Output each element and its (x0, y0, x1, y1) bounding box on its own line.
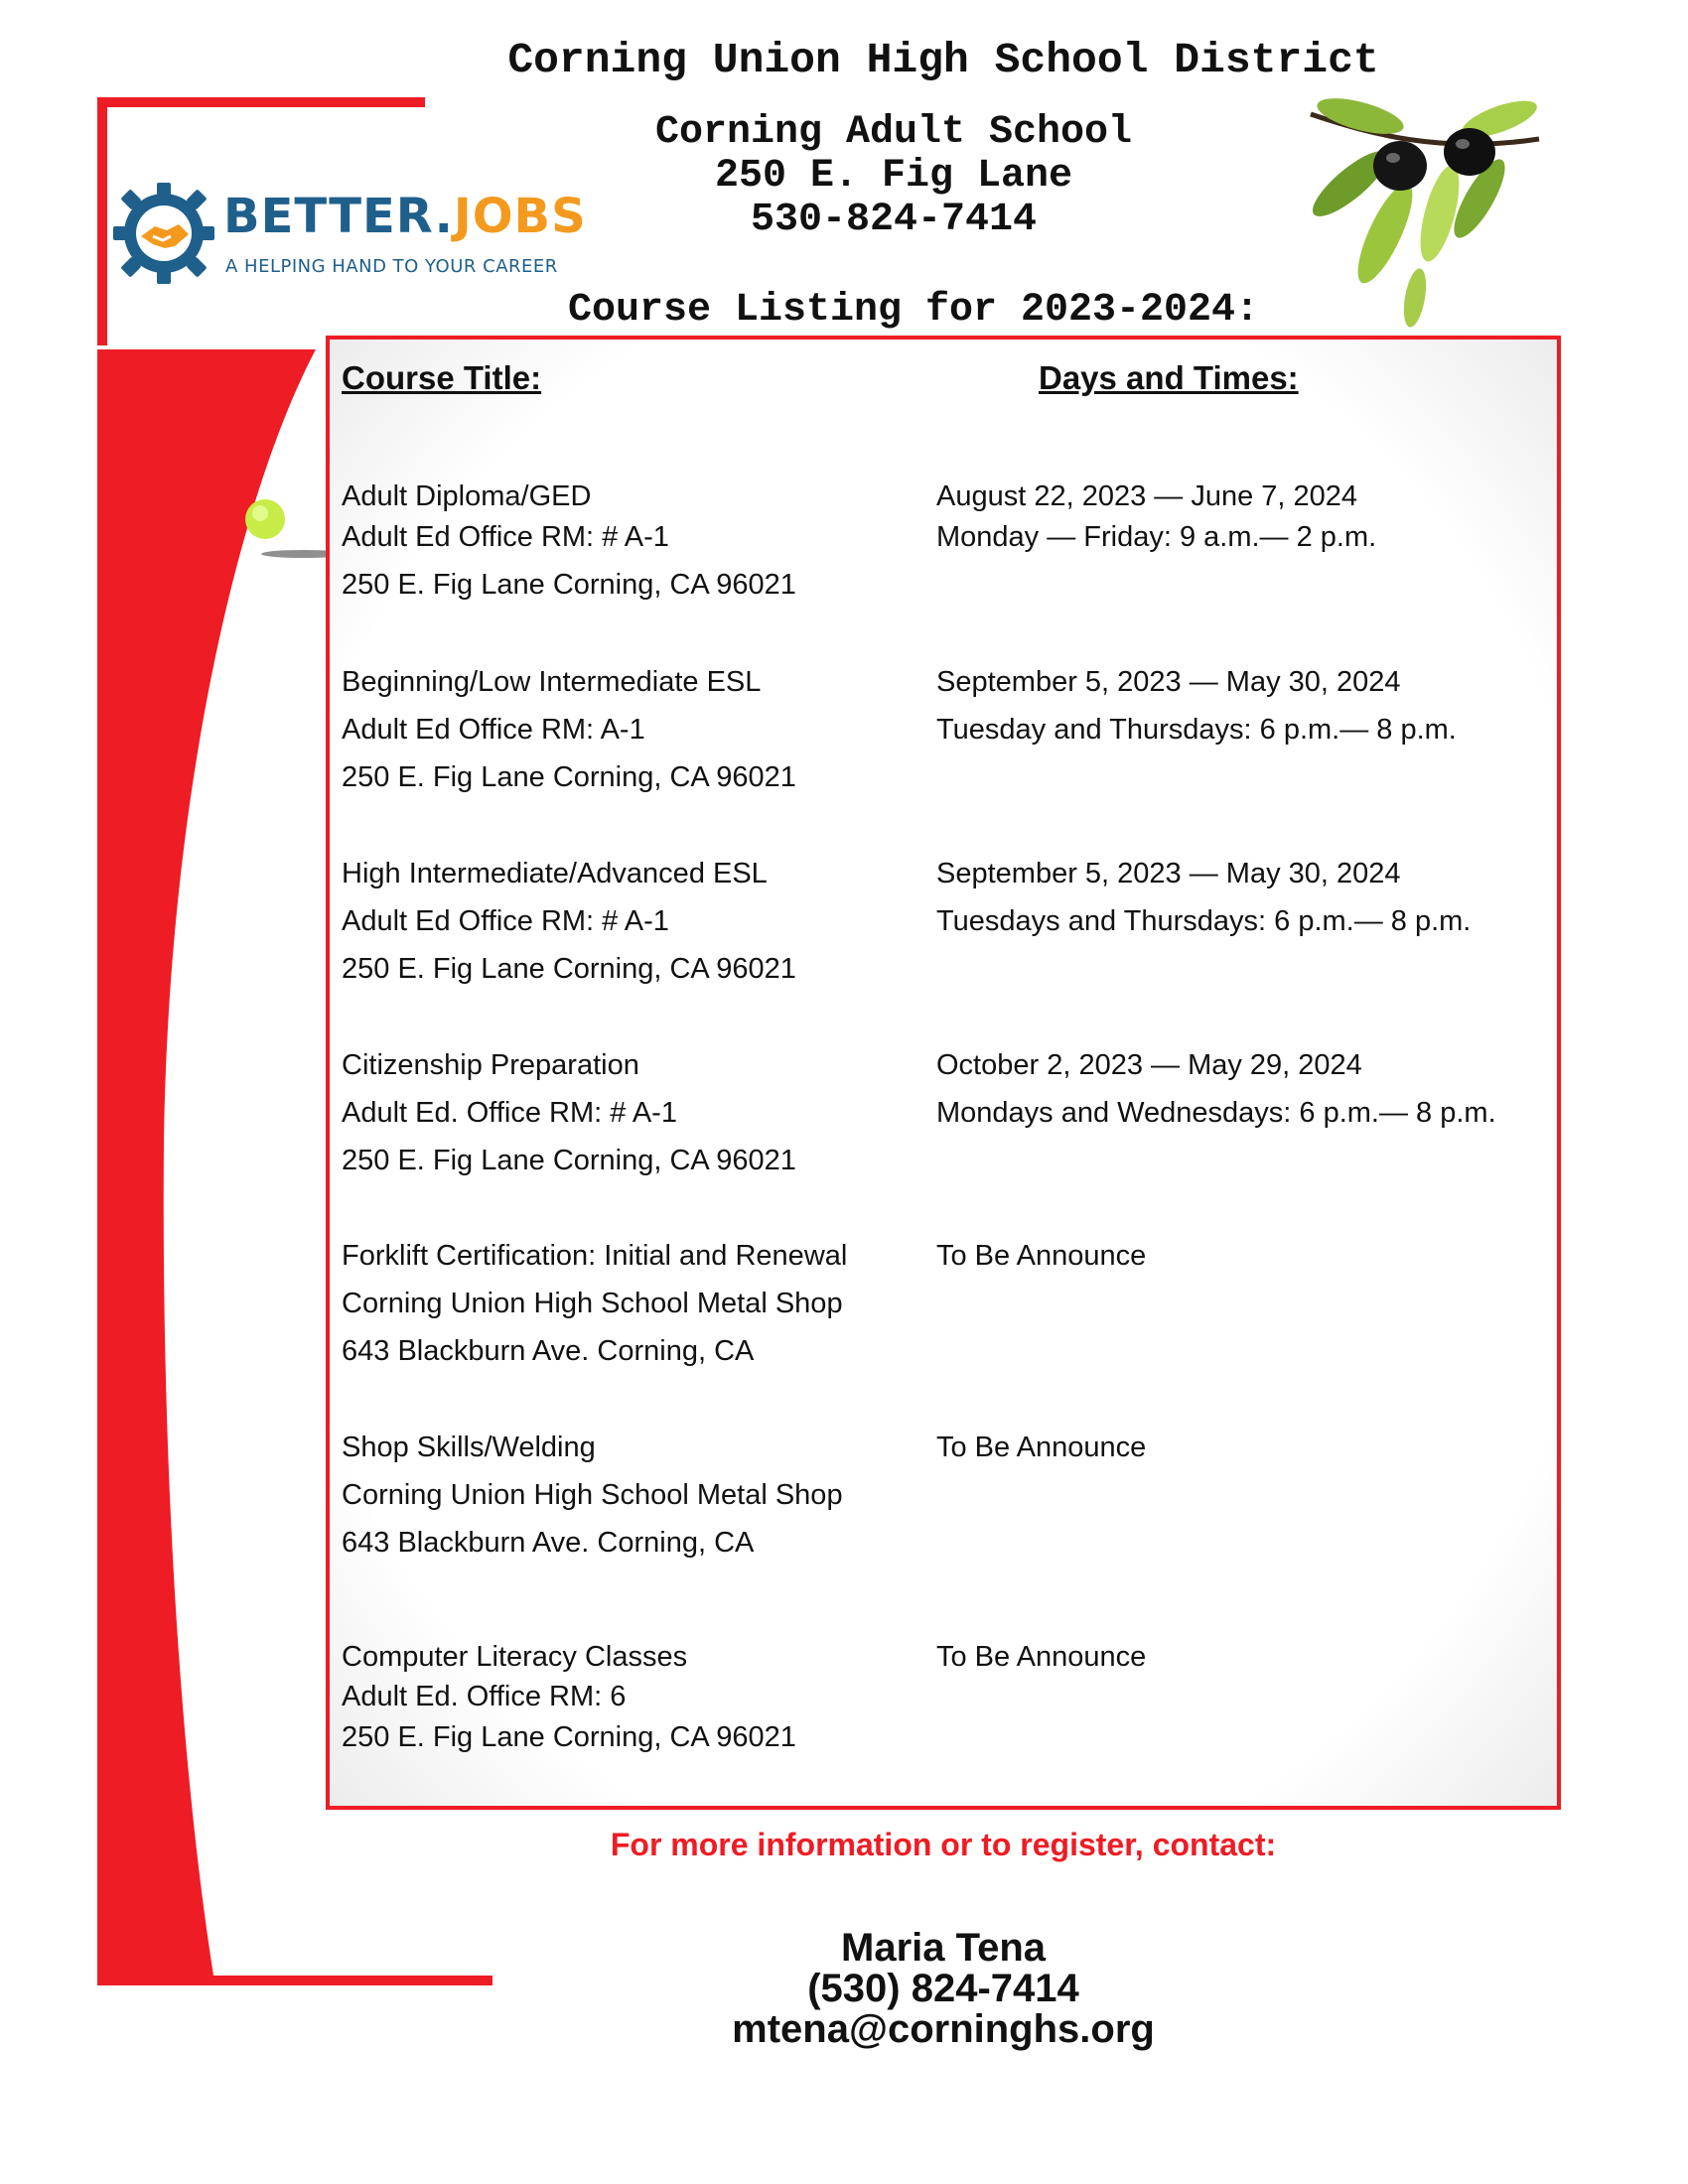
column-header-course-title: Course Title: (342, 359, 542, 396)
district-title: Corning Union High School District (507, 36, 1379, 84)
course-schedule: Monday — Friday: 9 a.m.— 2 p.m. (936, 521, 1377, 553)
gear-handshake-icon (109, 179, 218, 288)
course-room: Adult Ed Office RM: A-1 (342, 714, 645, 746)
course-address: 643 Blackburn Ave. Corning, CA (342, 1527, 755, 1559)
course-address: 643 Blackburn Ave. Corning, CA (342, 1335, 755, 1367)
school-info (596, 111, 1192, 242)
course-table (326, 336, 1561, 1810)
course-schedule: Tuesdays and Thursdays: 6 p.m.— 8 p.m. (936, 905, 1472, 937)
course-dates: September 5, 2023 — May 30, 2024 (936, 858, 1401, 889)
better-jobs-logo (109, 179, 587, 288)
course-schedule: Tuesday and Thursdays: 6 p.m.— 8 p.m. (936, 714, 1457, 746)
course-dates: To Be Announce (936, 1432, 1147, 1463)
course-room: Adult Ed. Office RM: # A-1 (342, 1097, 677, 1129)
olive-branch-icon (1291, 94, 1559, 338)
contact-name: Maria Tena (841, 1926, 1046, 1970)
logo-tagline: A HELPING HAND TO YOUR CAREER (225, 256, 558, 277)
logo-wordmark: BETTER.JOBS (223, 189, 587, 244)
contact-phone: (530) 824-7414 (807, 1967, 1079, 2010)
course-address: 250 E. Fig Lane Corning, CA 96021 (342, 1721, 796, 1753)
course-room: Corning Union High School Metal Shop (342, 1479, 843, 1511)
course-title: Forklift Certification: Initial and Renewal (342, 1240, 848, 1272)
course-dates: To Be Announce (936, 1641, 1147, 1673)
course-title: Computer Literacy Classes (342, 1641, 688, 1673)
school-name: Corning Adult School (654, 110, 1133, 155)
course-address: 250 E. Fig Lane Corning, CA 96021 (342, 1145, 796, 1176)
course-title: Adult Diploma/GED (342, 480, 592, 512)
column-header-days-times: Days and Times: (1039, 359, 1299, 396)
contact-block (496, 1928, 1390, 2050)
course-title: Citizenship Preparation (342, 1049, 639, 1081)
school-phone: 530-824-7414 (750, 198, 1038, 242)
course-title: High Intermediate/Advanced ESL (342, 858, 768, 889)
course-room: Adult Ed. Office RM: 6 (342, 1681, 627, 1712)
course-title: Beginning/Low Intermediate ESL (342, 666, 762, 698)
contact-email[interactable]: mtena@corninghs.org (732, 2007, 1155, 2051)
contact-label: For more information or to register, contact: (610, 1827, 1277, 1862)
course-room: Adult Ed Office RM: # A-1 (342, 905, 669, 937)
school-address: 250 E. Fig Lane (714, 154, 1073, 199)
course-address: 250 E. Fig Lane Corning, CA 96021 (342, 761, 796, 793)
course-address: 250 E. Fig Lane Corning, CA 96021 (342, 953, 796, 985)
course-dates: August 22, 2023 — June 7, 2024 (936, 480, 1358, 512)
course-room: Corning Union High School Metal Shop (342, 1288, 843, 1319)
course-address: 250 E. Fig Lane Corning, CA 96021 (342, 569, 796, 601)
course-room: Adult Ed Office RM: # A-1 (342, 521, 669, 553)
course-dates: October 2, 2023 — May 29, 2024 (936, 1049, 1362, 1081)
course-title: Shop Skills/Welding (342, 1432, 596, 1463)
course-schedule: Mondays and Wednesdays: 6 p.m.— 8 p.m. (936, 1097, 1496, 1129)
course-dates: September 5, 2023 — May 30, 2024 (936, 666, 1401, 698)
course-listing-title: Course Listing for 2023-2024: (567, 288, 1260, 333)
course-dates: To Be Announce (936, 1240, 1147, 1272)
